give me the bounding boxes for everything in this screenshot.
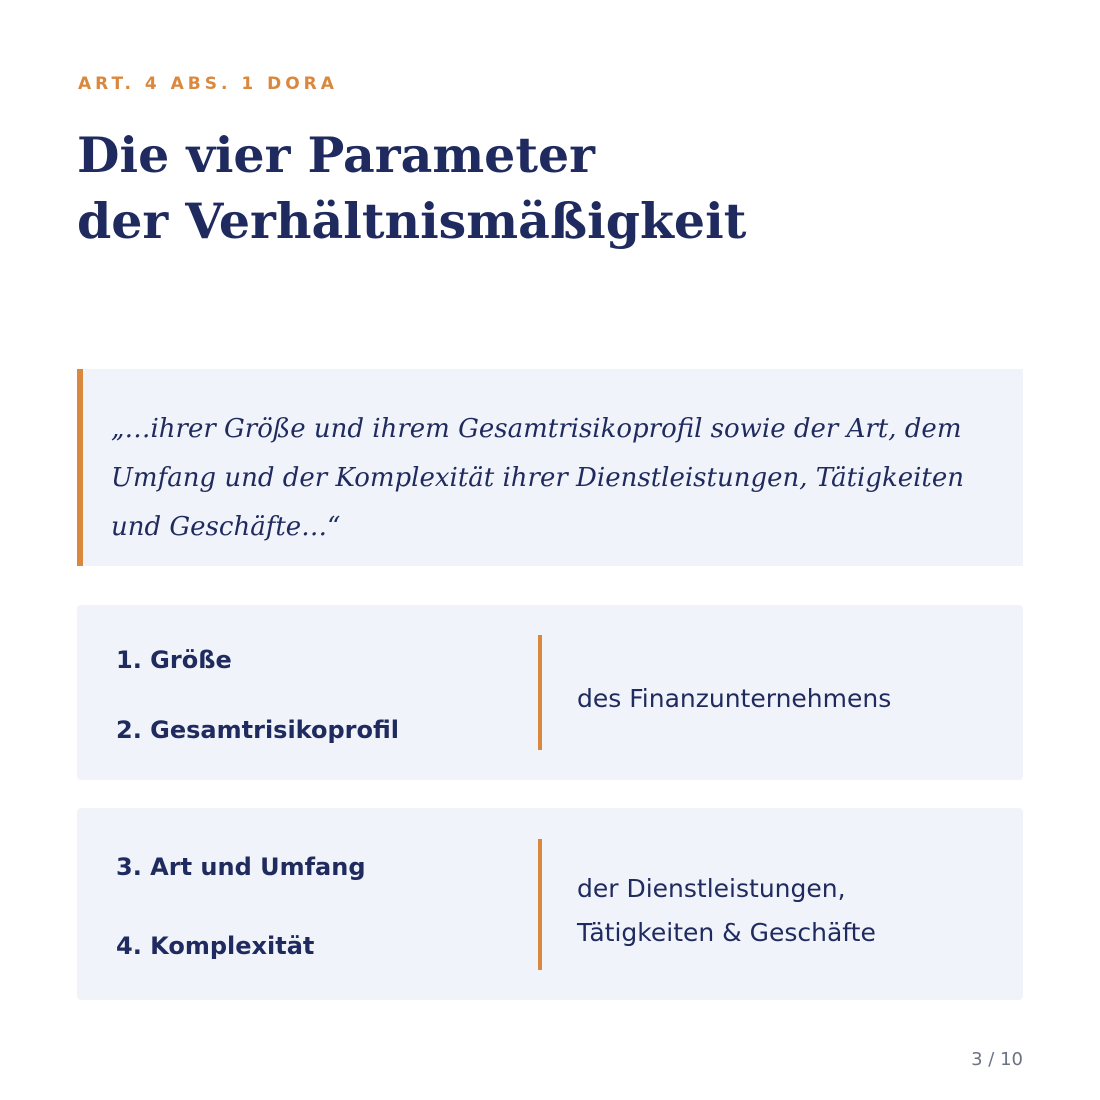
parameter-card-1-description [577, 677, 997, 721]
eyebrow-label: ART. 4 ABS. 1 DORA [78, 74, 338, 94]
parameter-1: 1. Größe [116, 646, 232, 674]
title-line-1: Die vier Parameter [77, 126, 595, 184]
page-counter: 3 / 10 [971, 1049, 1023, 1070]
description-line: des Finanzunternehmens [577, 684, 892, 713]
parameter-2: 2. Gesamtrisikoprofil [116, 716, 400, 744]
accent-divider [538, 839, 542, 970]
parameter-card-2 [77, 808, 1023, 1000]
quote-box [77, 369, 1023, 566]
parameter-card-1 [77, 605, 1023, 780]
title-line-2: der Verhältnismäßigkeit [77, 192, 747, 250]
parameter-card-2-description [577, 867, 997, 955]
accent-divider [538, 635, 542, 750]
description-line: Tätigkeiten & Geschäfte [577, 918, 876, 947]
parameter-3: 3. Art und Umfang [116, 853, 366, 881]
parameter-4: 4. Komplexität [116, 932, 315, 960]
quote-text: „…ihrer Größe und ihrem Gesamtrisikoprofil sowie der Art, dem Umfang und der Komplexität ihrer Dienstleistungen, Tätigkeiten und Geschäfte…“ [111, 414, 965, 542]
page-title [77, 122, 977, 254]
description-line: der Dienstleistungen, [577, 874, 846, 903]
